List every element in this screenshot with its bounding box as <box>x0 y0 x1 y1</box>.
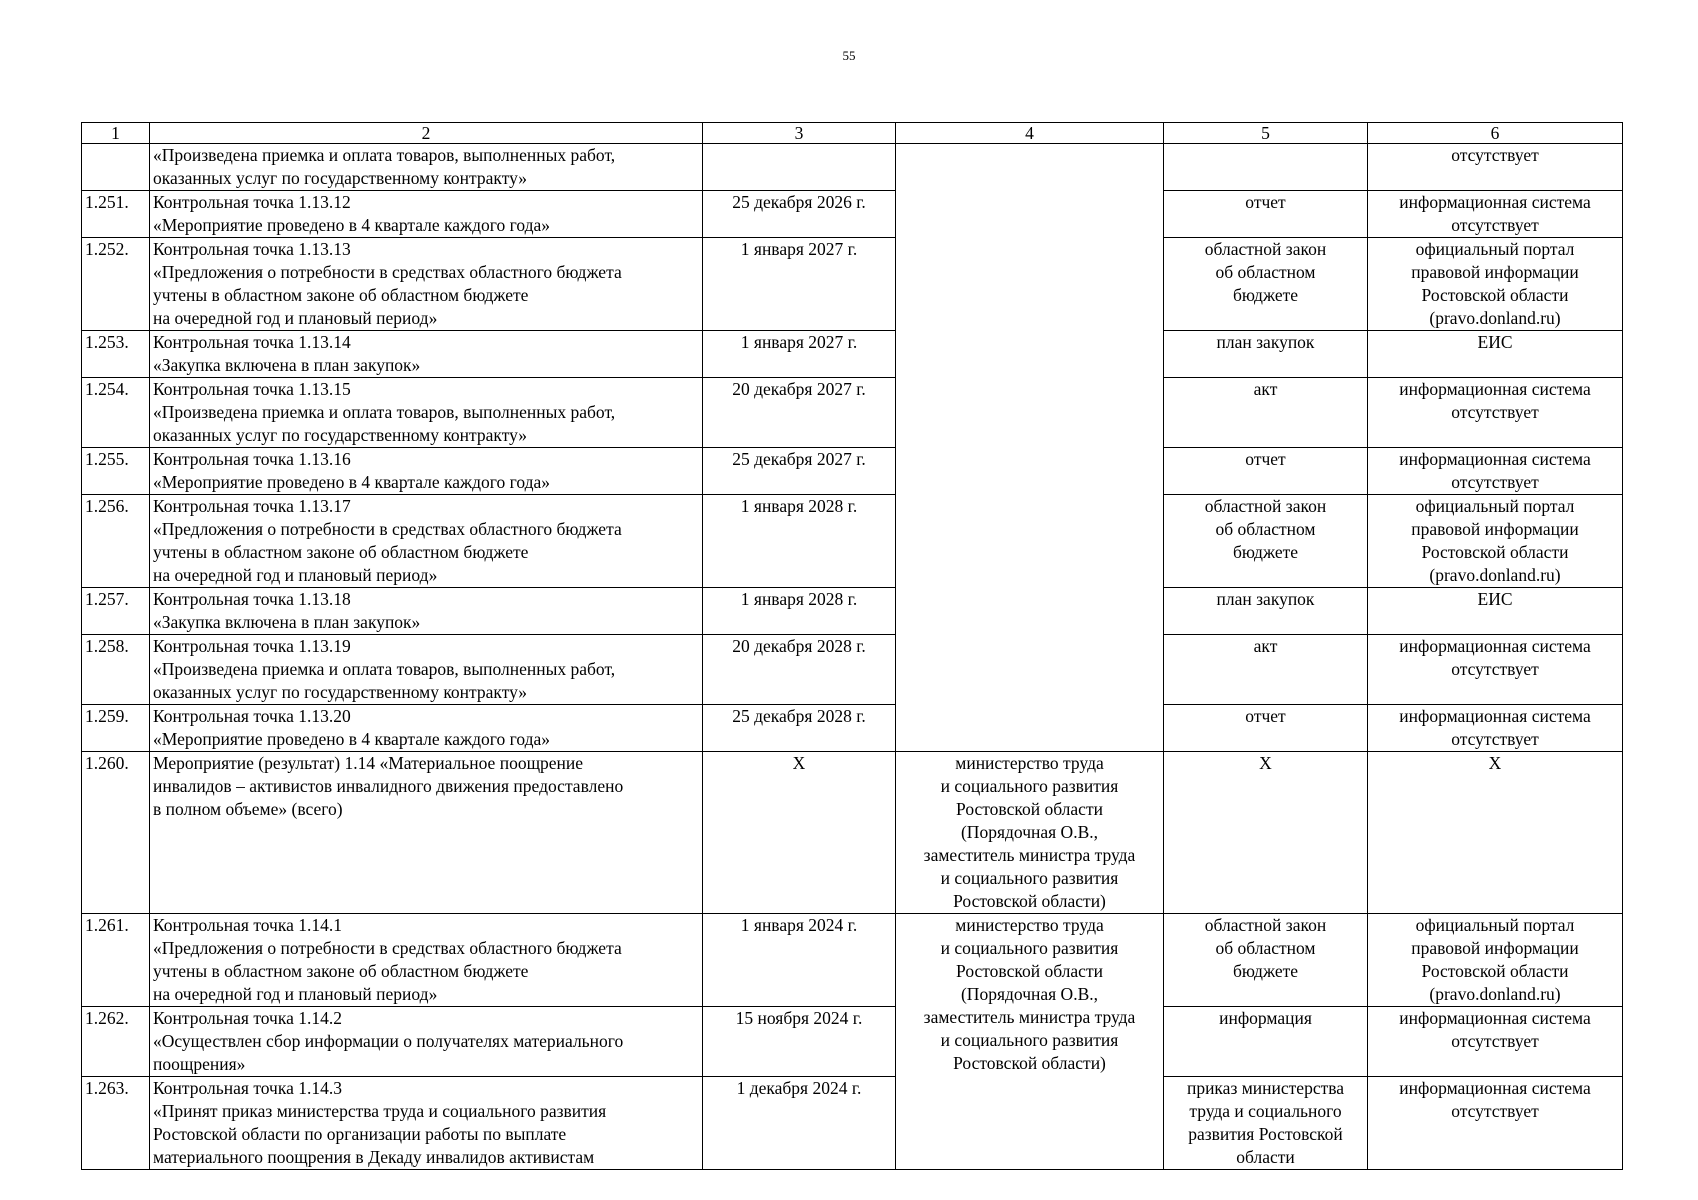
row-description: Контрольная точка 1.13.19 «Произведена приемка и оплата товаров, выполненных работ, оказанных услуг по государственному контракту» <box>150 635 703 705</box>
row-document: план закупок <box>1164 588 1368 635</box>
table-row <box>82 752 1623 914</box>
responsible-cell: министерство труда и социального развития Ростовской области (Порядочная О.В., заместитель министра труда и социального развития Ростовской области) <box>896 914 1164 1170</box>
column-header: 2 <box>150 123 703 144</box>
row-document: акт <box>1164 635 1368 705</box>
row-source: Х <box>1368 752 1623 914</box>
row-description: Контрольная точка 1.13.14 «Закупка включена в план закупок» <box>150 331 703 378</box>
row-description: Контрольная точка 1.13.12 «Мероприятие проведено в 4 квартале каждого года» <box>150 191 703 238</box>
row-description: Мероприятие (результат) 1.14 «Материальное поощрение инвалидов – активистов инвалидного движения предоставлено в полном объеме» (всего) <box>150 752 703 914</box>
row-number: 1.258. <box>82 635 150 705</box>
row-date: 1 января 2024 г. <box>703 914 896 1007</box>
row-document: областной закон об областном бюджете <box>1164 238 1368 331</box>
row-date: 20 декабря 2027 г. <box>703 378 896 448</box>
row-date: 25 декабря 2026 г. <box>703 191 896 238</box>
column-header: 1 <box>82 123 150 144</box>
responsible-cell: министерство труда и социального развития Ростовской области (Порядочная О.В., заместитель министра труда и социального развития Ростовской области) <box>896 752 1164 914</box>
row-description: Контрольная точка 1.13.20 «Мероприятие проведено в 4 квартале каждого года» <box>150 705 703 752</box>
row-number: 1.253. <box>82 331 150 378</box>
table-row <box>82 495 1623 588</box>
row-document: отчет <box>1164 448 1368 495</box>
table-row <box>82 588 1623 635</box>
row-description: Контрольная точка 1.14.1 «Предложения о потребности в средствах областного бюджета учтены в областном законе об областном бюджете на очередной год и плановый период» <box>150 914 703 1007</box>
page-number: 55 <box>842 48 856 63</box>
row-description: Контрольная точка 1.14.2 «Осуществлен сбор информации о получателях материального поощрения» <box>150 1007 703 1077</box>
row-source: информационная система отсутствует <box>1368 1007 1623 1077</box>
column-header: 3 <box>703 123 896 144</box>
row-date: 25 декабря 2027 г. <box>703 448 896 495</box>
row-date: 1 января 2027 г. <box>703 331 896 378</box>
row-source: информационная система отсутствует <box>1368 635 1623 705</box>
row-date: 15 ноября 2024 г. <box>703 1007 896 1077</box>
row-source: ЕИС <box>1368 331 1623 378</box>
column-header: 5 <box>1164 123 1368 144</box>
row-number: 1.257. <box>82 588 150 635</box>
row-number: 1.263. <box>82 1077 150 1170</box>
row-number: 1.251. <box>82 191 150 238</box>
table-row <box>82 331 1623 378</box>
row-document: областной закон об областном бюджете <box>1164 914 1368 1007</box>
row-number: 1.256. <box>82 495 150 588</box>
row-date: 25 декабря 2028 г. <box>703 705 896 752</box>
row-description: Контрольная точка 1.14.3 «Принят приказ министерства труда и социального развития Ростовской области по организации работы по выплате материального поощрения в Декаду инвалидов активистам <box>150 1077 703 1170</box>
row-date: 1 декабря 2024 г. <box>703 1077 896 1170</box>
row-source: информационная система отсутствует <box>1368 1077 1623 1170</box>
row-description: Контрольная точка 1.13.13 «Предложения о потребности в средствах областного бюджета учтены в областном законе об областном бюджете на очередной год и плановый период» <box>150 238 703 331</box>
row-source: отсутствует <box>1368 144 1623 191</box>
row-source: официальный портал правовой информации Ростовской области (pravo.donland.ru) <box>1368 238 1623 331</box>
row-document: областной закон об областном бюджете <box>1164 495 1368 588</box>
row-number: 1.260. <box>82 752 150 914</box>
table-row <box>82 191 1623 238</box>
row-source: информационная система отсутствует <box>1368 191 1623 238</box>
row-description: Контрольная точка 1.13.17 «Предложения о потребности в средствах областного бюджета учтены в областном законе об областном бюджете на очередной год и плановый период» <box>150 495 703 588</box>
row-description: «Произведена приемка и оплата товаров, выполненных работ, оказанных услуг по государственному контракту» <box>150 144 703 191</box>
row-source: официальный портал правовой информации Ростовской области (pravo.donland.ru) <box>1368 495 1623 588</box>
row-date: 1 января 2028 г. <box>703 495 896 588</box>
row-date: 1 января 2028 г. <box>703 588 896 635</box>
control-points-table <box>81 122 1623 1170</box>
table-row <box>82 448 1623 495</box>
row-number: 1.262. <box>82 1007 150 1077</box>
row-document: отчет <box>1164 705 1368 752</box>
row-number <box>82 144 150 191</box>
row-date: Х <box>703 752 896 914</box>
column-header: 4 <box>896 123 1164 144</box>
row-number: 1.259. <box>82 705 150 752</box>
table-row <box>82 705 1623 752</box>
row-number: 1.252. <box>82 238 150 331</box>
row-source: ЕИС <box>1368 588 1623 635</box>
row-document: план закупок <box>1164 331 1368 378</box>
row-description: Контрольная точка 1.13.16 «Мероприятие проведено в 4 квартале каждого года» <box>150 448 703 495</box>
row-number: 1.254. <box>82 378 150 448</box>
row-description: Контрольная точка 1.13.18 «Закупка включена в план закупок» <box>150 588 703 635</box>
row-date <box>703 144 896 191</box>
row-document: акт <box>1164 378 1368 448</box>
table-row <box>82 1077 1623 1170</box>
table-row <box>82 378 1623 448</box>
row-source: информационная система отсутствует <box>1368 378 1623 448</box>
table-row <box>82 1007 1623 1077</box>
table-row <box>82 238 1623 331</box>
responsible-cell <box>896 144 1164 752</box>
row-number: 1.261. <box>82 914 150 1007</box>
row-number: 1.255. <box>82 448 150 495</box>
table-row <box>82 914 1623 1007</box>
row-source: информационная система отсутствует <box>1368 705 1623 752</box>
row-document: приказ министерства труда и социального развития Ростовской области <box>1164 1077 1368 1170</box>
row-source: информационная система отсутствует <box>1368 448 1623 495</box>
table-row <box>82 635 1623 705</box>
table-row <box>82 144 1623 191</box>
row-document: Х <box>1164 752 1368 914</box>
row-document: отчет <box>1164 191 1368 238</box>
row-date: 1 января 2027 г. <box>703 238 896 331</box>
row-source: официальный портал правовой информации Ростовской области (pravo.donland.ru) <box>1368 914 1623 1007</box>
column-number-row <box>82 123 1623 144</box>
row-description: Контрольная точка 1.13.15 «Произведена приемка и оплата товаров, выполненных работ, оказанных услуг по государственному контракту» <box>150 378 703 448</box>
row-document: информация <box>1164 1007 1368 1077</box>
row-date: 20 декабря 2028 г. <box>703 635 896 705</box>
column-header: 6 <box>1368 123 1623 144</box>
row-document <box>1164 144 1368 191</box>
